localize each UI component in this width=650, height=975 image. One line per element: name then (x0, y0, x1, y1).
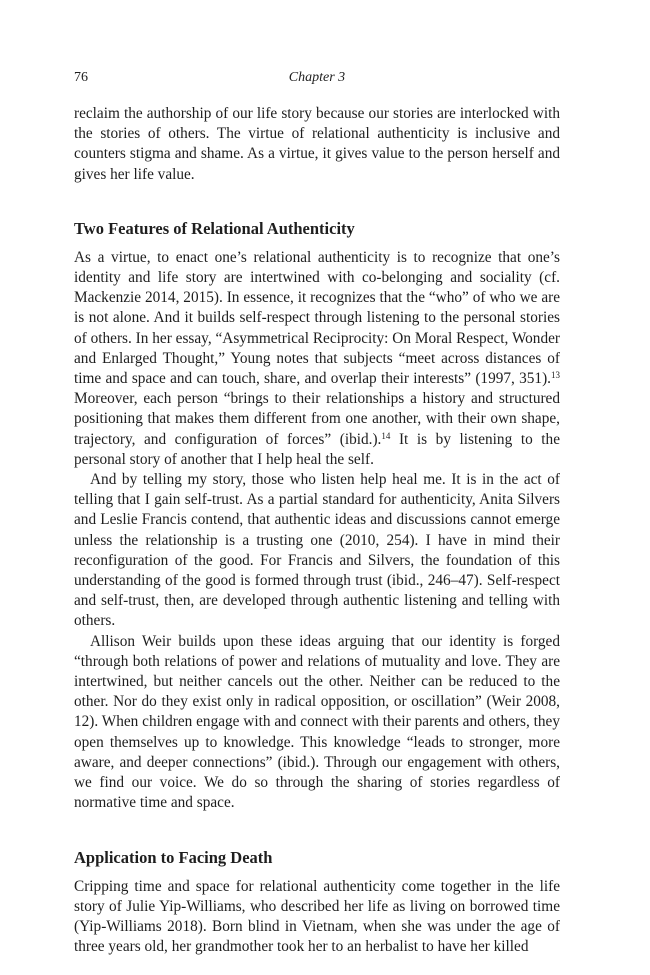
section-heading-two-features: Two Features of Relational Authenticity (74, 218, 355, 238)
section-heading-facing-death: Application to Facing Death (74, 847, 273, 867)
paragraph-relational-authenticity (74, 248, 560, 470)
running-head (74, 70, 560, 90)
paragraph-julie-yip-williams: Cripping time and space for relational authenticity come together in the life story of Julie Yip-Williams, who described her life as living on borrowed time (Yip-Williams 2018). Born blind in Vietnam, when she was under the age of three years old, her grandmother took her to an herbalist to have her killed (74, 877, 560, 956)
paragraph-text: Moreover, each person “brings to their relationships a history and structured positioning that makes them different from one another, with their own shape, trajectory, and configuration of forces” (ibid.). (74, 390, 560, 448)
paragraph-allison-weir: Allison Weir builds upon these ideas arguing that our identity is forged “through both relations of power and relations of mutuality and love. They are intertwined, but neither cancels out the other. Neither can be reduced to the other. Nor do they exist only in radical opposition, or oscillation” (Weir 2008, 12). When children engage with and connect with their parents and others, they open themselves up to knowledge. This knowledge “leads to stronger, more aware, and deeper connections” (ibid.). Through our engagement with others, we find our voice. We do so through the sharing of stories regardless of normative time and space. (74, 632, 560, 812)
footnote-ref-13[interactable]: 13 (551, 370, 560, 381)
paragraph-text: As a virtue, to enact one’s relational authenticity is to recognize that one’s identity and life story are intertwined with co-belonging and sociality (cf. Mackenzie 2014, 2015). In essence, it recognizes that the “who” of who we are is not alone. And it builds self-respect through listening to the personal stories of others. In her essay, “Asymmetrical Reciprocity: On Moral Respect, Wonder and Enlarged Thought,” Young notes that subjects “meet across distances of time and space and can touch, share, and overlap their interests” (1997, 351). (74, 248, 560, 388)
page-body (74, 104, 560, 957)
footnote-ref-14[interactable]: 14 (381, 430, 391, 441)
chapter-label: Chapter 3 (288, 70, 346, 85)
paragraph-continued: reclaim the authorship of our life story because our stories are interlocked with the stories of others. The virtue of relational authenticity is inclusive and counters stigma and shame. As a virtue, it gives value to the person herself and gives her life value. (74, 105, 560, 183)
paragraph-text: It is by listening to the personal story of another that I help heal the self. (74, 430, 560, 468)
page-number: 76 (74, 70, 88, 85)
paragraph-telling-story: And by telling my story, those who listen help heal me. It is in the act of telling that I gain self-trust. As a partial standard for authenticity, Anita Silvers and Leslie Francis contend, that authentic ideas and discussions cannot emerge unless the relationship is a trusting one (2010, 254). I have in mind their reconfiguration of the good. For Francis and Silvers, the foundation of this understanding of the good is formed through trust (ibid., 246–47). Self-respect and self-trust, then, are developed through authentic listening and telling with others. (74, 471, 560, 630)
